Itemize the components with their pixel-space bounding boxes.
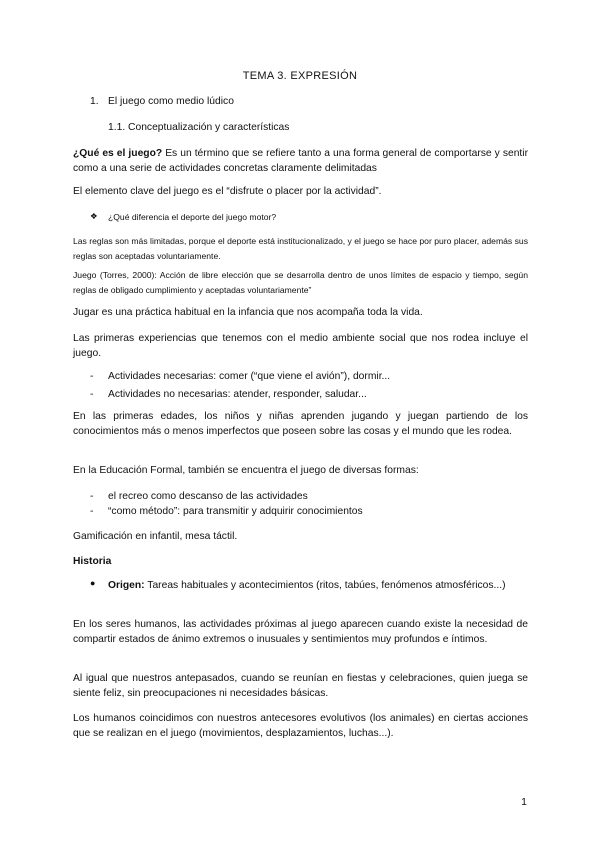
- paragraph-que-es-juego: [73, 146, 528, 176]
- paragraph-reglas: Las reglas son más limitadas, porque el deporte está institucionalizado, y el juego se hace por puro placer, además sus reglas son aceptadas voluntariamente.: [73, 236, 528, 261]
- origen-item: [108, 578, 528, 593]
- list-item-text: Actividades necesarias: comer (“que viene el avión”), dormir...: [108, 371, 391, 382]
- list-educacion: [0, 489, 600, 521]
- origen-label: Origen:: [108, 580, 145, 591]
- section-heading-historia: Historia: [73, 556, 112, 567]
- dash-bullet: -: [90, 506, 94, 517]
- paragraph-antepasados: Al igual que nuestros antepasados, cuando se reunían en fiestas y celebraciones, quien juega se siente feliz, sin preocupaciones ni necesidades básicas.: [73, 673, 528, 699]
- paragraph-seres-humanos: En los seres humanos, las actividades próximas al juego aparecen cuando existe la necesidad de compartir estados de ánimo extremos o inusuales y sentimientos muy profundos e íntimos.: [73, 619, 528, 645]
- paragraph-primeras-edades: En las primeras edades, los niños y niñas aprenden jugando y juegan partiendo de los conocimientos más o menos imperfectos que poseen sobre las cosas y el mundo que les rodea.: [73, 411, 528, 437]
- paragraph-elemento-clave: El elemento clave del juego es el “disfrute o placer por la actividad”.: [73, 186, 382, 197]
- heading2: 1.1. Conceptualización y características: [108, 122, 290, 133]
- paragraph-educacion-formal: En la Educación Formal, también se encuentra el juego de diversas formas:: [73, 465, 419, 476]
- paragraph-jugar: Jugar es una práctica habitual en la infancia que nos acompaña toda la vida.: [73, 307, 423, 318]
- list-item-text: Actividades no necesarias: atender, responder, saludar...: [108, 389, 367, 400]
- question-bold: ¿Qué es el juego?: [73, 148, 163, 159]
- origen-text: Tareas habituales y acontecimientos (ritos, tabúes, fenómenos atmosféricos...): [144, 580, 506, 591]
- paragraph-humanos: Los humanos coincidimos con nuestros antecesores evolutivos (los animales) en ciertas acciones que se realizan en el juego (movimientos, desplazamientos, luchas...).: [73, 713, 528, 739]
- paragraph-torres: Juego (Torres, 2000): Acción de libre elección que se desarrolla dentro de unos límites de espacio y tiempo, según reglas de obligado cumplimiento y aceptadas voluntariamente”: [73, 270, 528, 295]
- dash-bullet: -: [90, 491, 94, 502]
- question-deporte: ¿Qué diferencia el deporte del juego motor?: [108, 212, 277, 222]
- list-actividades: [0, 369, 600, 403]
- document-title: TEMA 3. EXPRESIÓN: [242, 70, 358, 82]
- page-number: 1: [521, 796, 527, 808]
- heading1-number: 1.: [90, 96, 99, 107]
- heading1: El juego como medio lúdico: [108, 96, 234, 107]
- paragraph-primeras-experiencias: Las primeras experiencias que tenemos con el medio ambiente social que nos rodea incluye el juego.: [73, 333, 528, 359]
- paragraph-gamificacion: Gamificación en infantil, mesa táctil.: [73, 531, 238, 542]
- list-item-text: el recreo como descanso de las actividades: [108, 491, 308, 502]
- dot-bullet-icon: ●: [90, 578, 96, 588]
- list-item-text: “como método”: para transmitir y adquirir conocimientos: [108, 506, 363, 517]
- diamond-bullet-icon: ❖: [90, 211, 98, 221]
- dash-bullet: -: [90, 371, 94, 382]
- question-text: Es un término que se refiere tanto a una forma general de comportarse y sentir como a una serie de actividades concretas claramente delimitadas: [73, 148, 528, 174]
- dash-bullet: -: [90, 389, 94, 400]
